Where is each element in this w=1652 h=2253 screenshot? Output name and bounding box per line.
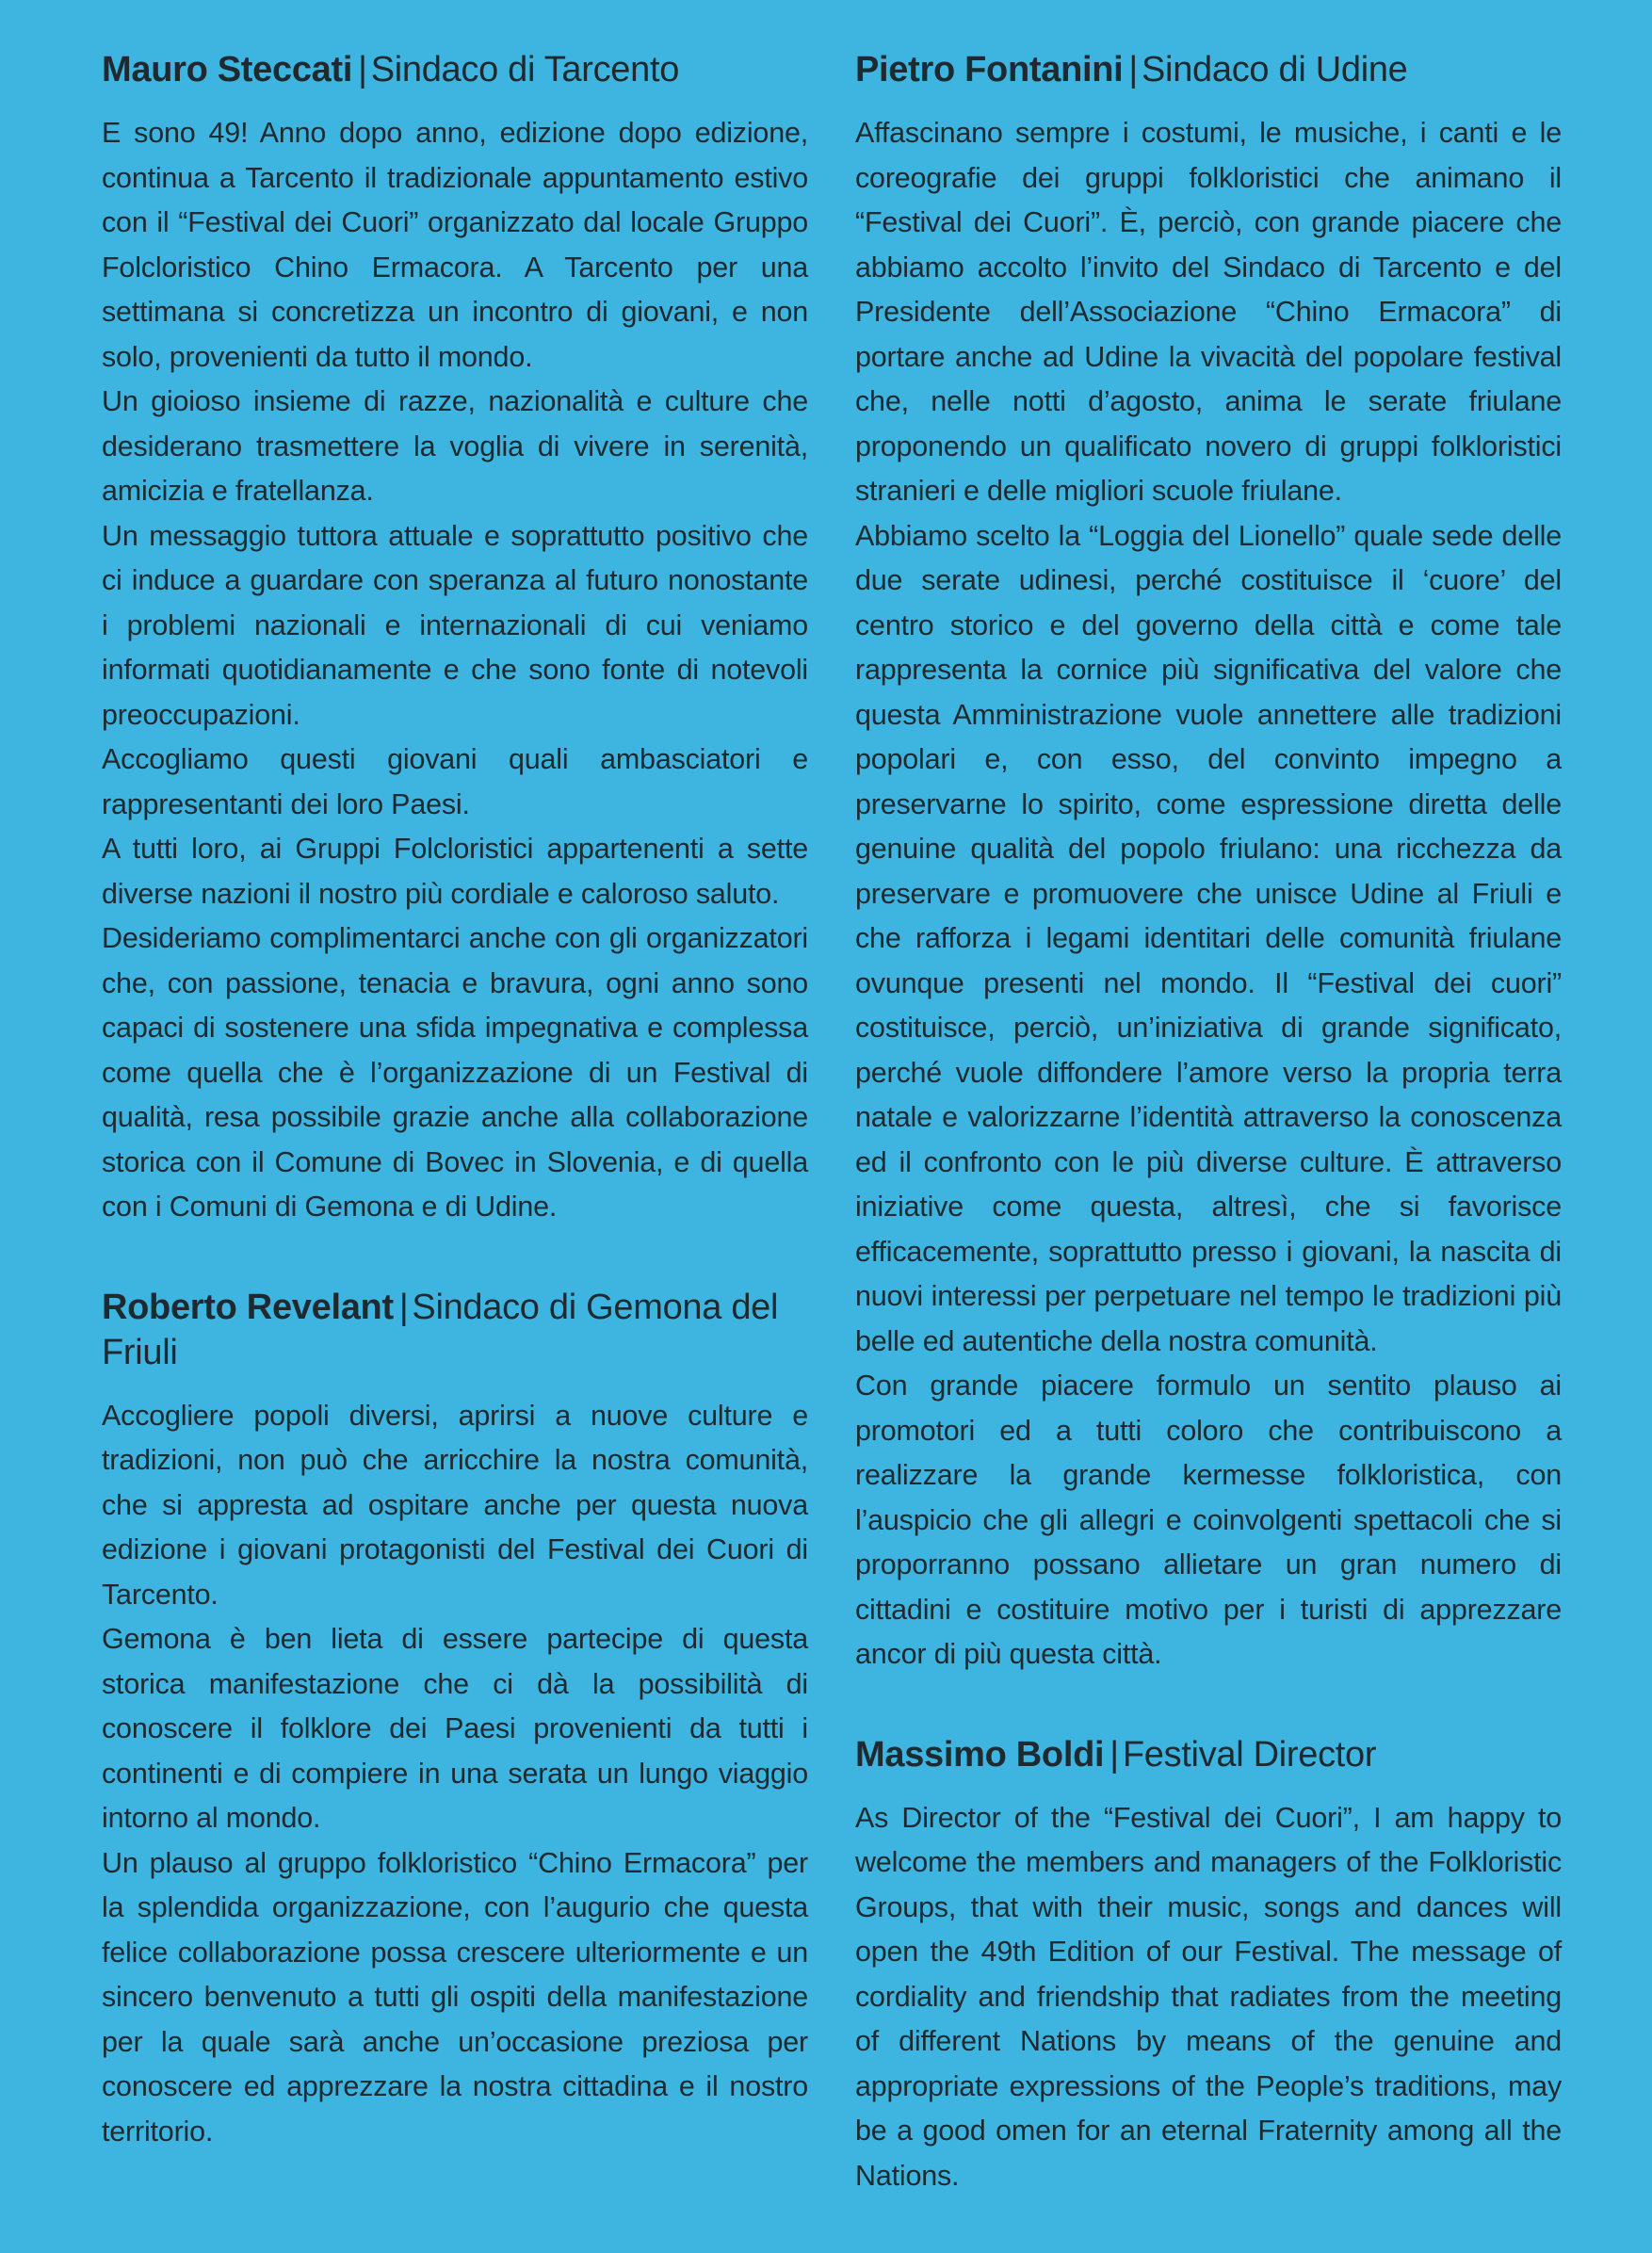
author-role: Sindaco di Udine (1142, 50, 1408, 89)
paragraph: Un gioioso insieme di razze, nazionalità e culture che desiderano trasmettere la voglia di vivere in serenità, amicizia e fratellanza. (102, 385, 808, 507)
author-role: Sindaco di Gemona del Friuli (102, 1287, 779, 1372)
heading-separator: | (358, 50, 367, 89)
author-role: Festival Director (1122, 1734, 1377, 1775)
paragraph: Desideriamo complimentarci anche con gli organizzatori che, con passione, tenacia e bravura, ogni anno sono capaci di sostenere una sfida impegnativa e complessa come quella che è l’organizzazione di un Festival di qualità, resa possibile grazie anche alla collaborazione storica con il Comune di Bovec in Slovenia, e di quella con i Comuni di Gemona e di Udine. (102, 922, 808, 1223)
author-name: Roberto Revelant (102, 1287, 394, 1327)
paragraph: A tutti loro, ai Gruppi Folcloristici appartenenti a sette diverse nazioni il nostro più cordiale e caloroso saluto. (102, 833, 808, 910)
section-heading (855, 47, 1562, 92)
left-column (102, 47, 808, 2209)
paragraph: E sono 49! Anno dopo anno, edizione dopo edizione, continua a Tarcento il tradizionale appuntamento estivo con il “Festival dei Cuori” organizzato dal locale Gruppo Folcloristico Chino Ermacora. A Tarcento per una settimana si concretizza un incontro di giovani, e non solo, provenienti da tutto il mondo. (102, 117, 808, 373)
paragraph: As Director of the “Festival dei Cuori”, I am happy to welcome the members and managers of the Folkloristic Groups, that with their music, songs and dances will open the 49th Edition of our Festival. The message of cordiality and friendship that radiates from the meeting of different Nations by means of the genuine and appropriate expressions of the People’s traditions, may be a good omen for an eternal Fraternity among all the Nations. (855, 1801, 1562, 2192)
section-heading (855, 1732, 1562, 1777)
section-heading (102, 1285, 808, 1375)
paragraph: Gemona è ben lieta di essere partecipe di questa storica manifestazione che ci dà la possibilità di conoscere il folklore dei Paesi provenienti da tutti i continenti e di compiere in una serata un lungo viaggio intorno al mondo. (102, 1623, 808, 1834)
author-name: Massimo Boldi (855, 1734, 1105, 1775)
paragraph: Abbiamo scelto la “Loggia del Lionello” quale sede delle due serate udinesi, perché costituisce il ‘cuore’ del centro storico e del governo della città e come tale rappresenta la cornice più significativa del valore che questa Amministrazione vuole annettere alle tradizioni popolari e, con esso, del convinto impegno a preservarne lo spirito, come espressione diretta delle genuine qualità del popolo friulano: una ricchezza da preservare e promuovere che unisce Udine al Friuli e che rafforza i legami identitari delle comunità friulane ovunque presenti nel mondo. Il “Festival dei cuori” costituisce, perciò, un’iniziativa di grande significato, perché vuole diffondere l’amore verso la propria terra natale e valorizzarne l’identità attraverso la conoscenza ed il confronto con le più diverse culture. È attraverso iniziative come questa, altresì, che si favorisce efficacemente, soprattutto presso i giovani, la nascita di nuovi interessi per perpetuare nel tempo le tradizioni più belle ed autentiche della nostra comunità. (855, 519, 1562, 1357)
right-column (855, 47, 1562, 2253)
author-name: Mauro Steccati (102, 50, 353, 89)
message-revelant (102, 1285, 808, 2155)
heading-separator: | (1109, 1734, 1119, 1775)
author-role: Sindaco di Tarcento (370, 50, 680, 89)
heading-separator: | (1128, 50, 1138, 89)
message-boldi (855, 1732, 1562, 2199)
paragraph: Un plauso al gruppo folkloristico “Chino Ermacora” per la splendida organizzazione, con l’augurio che questa felice collaborazione possa crescere ulteriormente e un sincero benvenuto a tutti gli ospiti della manifestazione per la quale sarà anche un’occasione preziosa per conoscere ed apprezzare la nostra cittadina e il nostro territorio. (102, 1846, 808, 2148)
author-name: Pietro Fontanini (855, 50, 1124, 89)
message-fontanini (855, 47, 1562, 1678)
section-heading (102, 47, 808, 92)
paragraph: Affascinano sempre i costumi, le musiche, i canti e le coreografie dei gruppi folkloristici che animano il “Festival dei Cuori”. È, perciò, con grande piacere che abbiamo accolto l’invito del Sindaco di Tarcento e del Presidente dell’Associazione “Chino Ermacora” di portare anche ad Udine la vivacità del popolare festival che, nelle notti d’agosto, anima le serate friulane proponendo un qualificato novero di gruppi folkloristici stranieri e delle migliori scuole friulane. (855, 117, 1562, 507)
message-steccati (102, 47, 808, 1230)
heading-separator: | (398, 1287, 409, 1327)
paragraph: Con grande piacere formulo un sentito plauso ai promotori ed a tutti coloro che contribuiscono a realizzare la grande kermesse folkloristica, con l’auspicio che gli allegri e coinvolgenti spettacoli che si proporranno possano allietare un gran numero di cittadini e costituire motivo per i turisti di apprezzare ancor di più questa città. (855, 1370, 1562, 1670)
paragraph: Un messaggio tuttora attuale e soprattutto positivo che ci induce a guardare con speranza al futuro nonostante i problemi nazionali e internazionali di cui veniamo informati quotidianamente e che sono fonte di notevoli preoccupazioni. (102, 519, 808, 731)
paragraph: Accogliamo questi giovani quali ambasciatori e rappresentanti dei loro Paesi. (102, 743, 808, 820)
paragraph: Accogliere popoli diversi, aprirsi a nuove culture e tradizioni, non può che arricchire la nostra comunità, che si appresta ad ospitare anche per questa nuova edizione i giovani protagonisti del Festival dei Cuori di Tarcento. (102, 1399, 808, 1611)
